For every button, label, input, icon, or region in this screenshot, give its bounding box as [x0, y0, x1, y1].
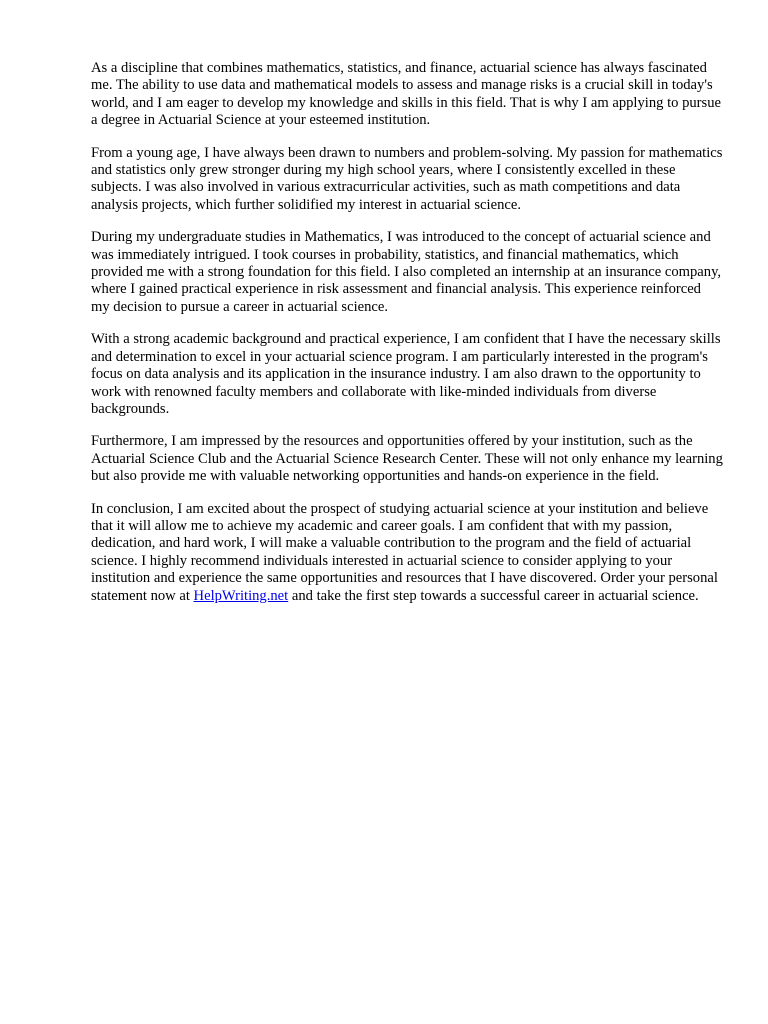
- paragraph-undergraduate: During my undergraduate studies in Mathematics, I was introduced to the concept of actuarial science and was immediately intrigued. I took courses in probability, statistics, and financial mathematics, which provided me with a strong foundation for this field. I also completed an internship at an insurance company, where I gained practical experience in risk assessment and financial analysis. This experience reinforced my decision to pursue a career in actuarial science.: [91, 229, 722, 315]
- conclusion-text-after-link: and take the first step towards a successful career in actuarial science.: [288, 587, 699, 604]
- paragraph-background: From a young age, I have always been drawn to numbers and problem-solving. My passion for mathematics and statistics only grew stronger during my high school years, where I consistently excelled in these subjects. I was also involved in various extracurricular activities, such as math competitions and data analysis projects, which further solidified my interest in actuarial science.: [91, 144, 723, 213]
- helpwriting-link[interactable]: HelpWriting.net: [193, 587, 289, 604]
- paragraph-intro: As a discipline that combines mathematics, statistics, and finance, actuarial science has always fascinated me. The ability to use data and mathematical models to assess and manage risks is a crucial skill in today's world, and I am eager to develop my knowledge and skills in this field. That is why I am applying to pursue a degree in Actuarial Science at your esteemed institution.: [91, 60, 721, 129]
- document-page: [91, 60, 723, 620]
- conclusion-text-before-link: In conclusion, I am excited about the prospect of studying actuarial science at your institution and believe that it will allow me to achieve my academic and career goals. I am confident that with my passion, dedication, and hard work, I will make a valuable contribution to the program and the field of actuarial science. I highly recommend individuals interested in actuarial science to consider applying to your institution and experience the same opportunities and resources that I have discovered. Order your personal statement now at: [91, 500, 718, 604]
- paragraph-resources: Furthermore, I am impressed by the resources and opportunities offered by your institution, such as the Actuarial Science Club and the Actuarial Science Research Center. These will not only enhance my learning but also provide me with valuable networking opportunities and hands-on experience in the field.: [91, 433, 723, 485]
- paragraph-qualifications: With a strong academic background and practical experience, I am confident that I have the necessary skills and determination to excel in your actuarial science program. I am particularly interested in the program's focus on data analysis and its application in the insurance industry. I am also drawn to the opportunity to work with renowned faculty members and collaborate with like-minded individuals from diverse backgrounds.: [91, 331, 721, 417]
- paragraph-conclusion: [91, 501, 723, 605]
